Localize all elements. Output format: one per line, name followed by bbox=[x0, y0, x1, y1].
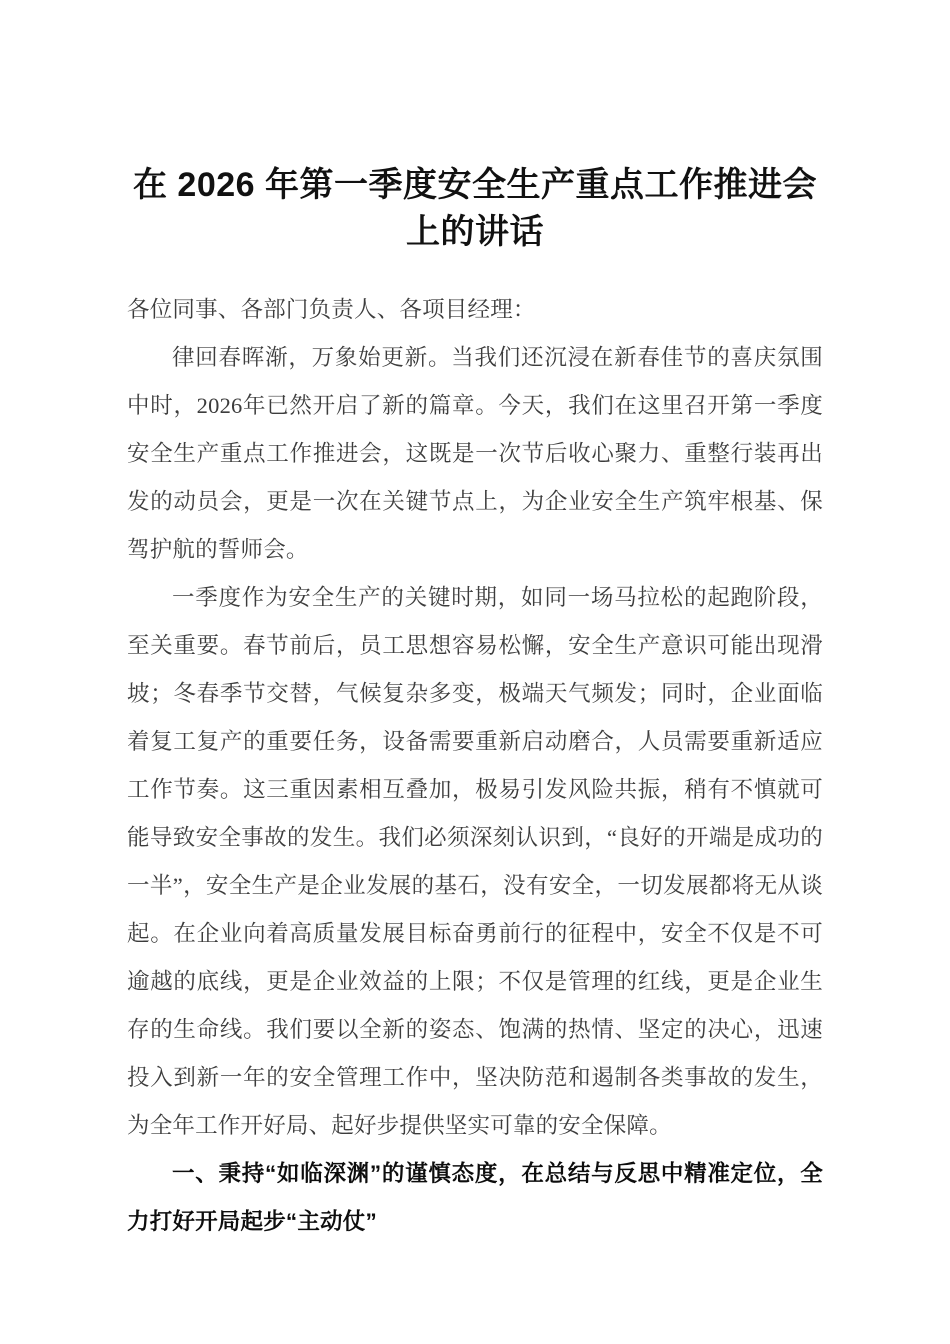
page-title-line-2: 上的讲话 bbox=[406, 213, 544, 251]
salutation-line: 各位同事、各部门负责人、各项目经理： bbox=[127, 297, 536, 322]
page-title-line-1: 在 2026 年第一季度安全生产重点工作推进会 bbox=[132, 166, 818, 204]
page-title bbox=[127, 0, 823, 256]
document-content-column bbox=[127, 0, 823, 1246]
body-paragraph-1: 律回春晖渐，万象始更新。当我们还沉浸在新春佳节的喜庆氛围中时，2026年已然开启了新的篇章。今天，我们在这里召开第一季度安全生产重点工作推进会，这既是一次节后收心聚力、重整行装再出发的动员会，更是一次在关键节点上，为企业安全生产筑牢根基、保驾护航的誓师会。 bbox=[127, 345, 823, 562]
body-paragraph-2: 一季度作为安全生产的关键时期，如同一场马拉松的起跑阶段，至关重要。春节前后，员工思想容易松懈，安全生产意识可能出现滑坡；冬春季节交替，气候复杂多变，极端天气频发；同时，企业面临着复工复产的重要任务，设备需要重新启动磨合，人员需要重新适应工作节奏。这三重因素相互叠加，极易引发风险共振，稍有不慎就可能导致安全事故的发生。我们必须深刻认识到，“良好的开端是成功的一半”，安全生产是企业发展的基石，没有安全，一切发展都将无从谈起。在企业向着高质量发展目标奋勇前行的征程中，安全不仅是不可逾越的底线，更是企业效益的上限；不仅是管理的红线，更是企业生存的生命线。我们要以全新的姿态、饱满的热情、坚定的决心，迅速投入到新一年的安全管理工作中，坚决防范和遏制各类事故的发生，为全年工作开好局、起好步提供坚实可靠的安全保障。 bbox=[127, 585, 823, 1138]
section-heading-1: 一、秉持“如临深渊”的谨慎态度，在总结与反思中精准定位，全力打好开局起步“主动仗” bbox=[127, 1161, 823, 1234]
